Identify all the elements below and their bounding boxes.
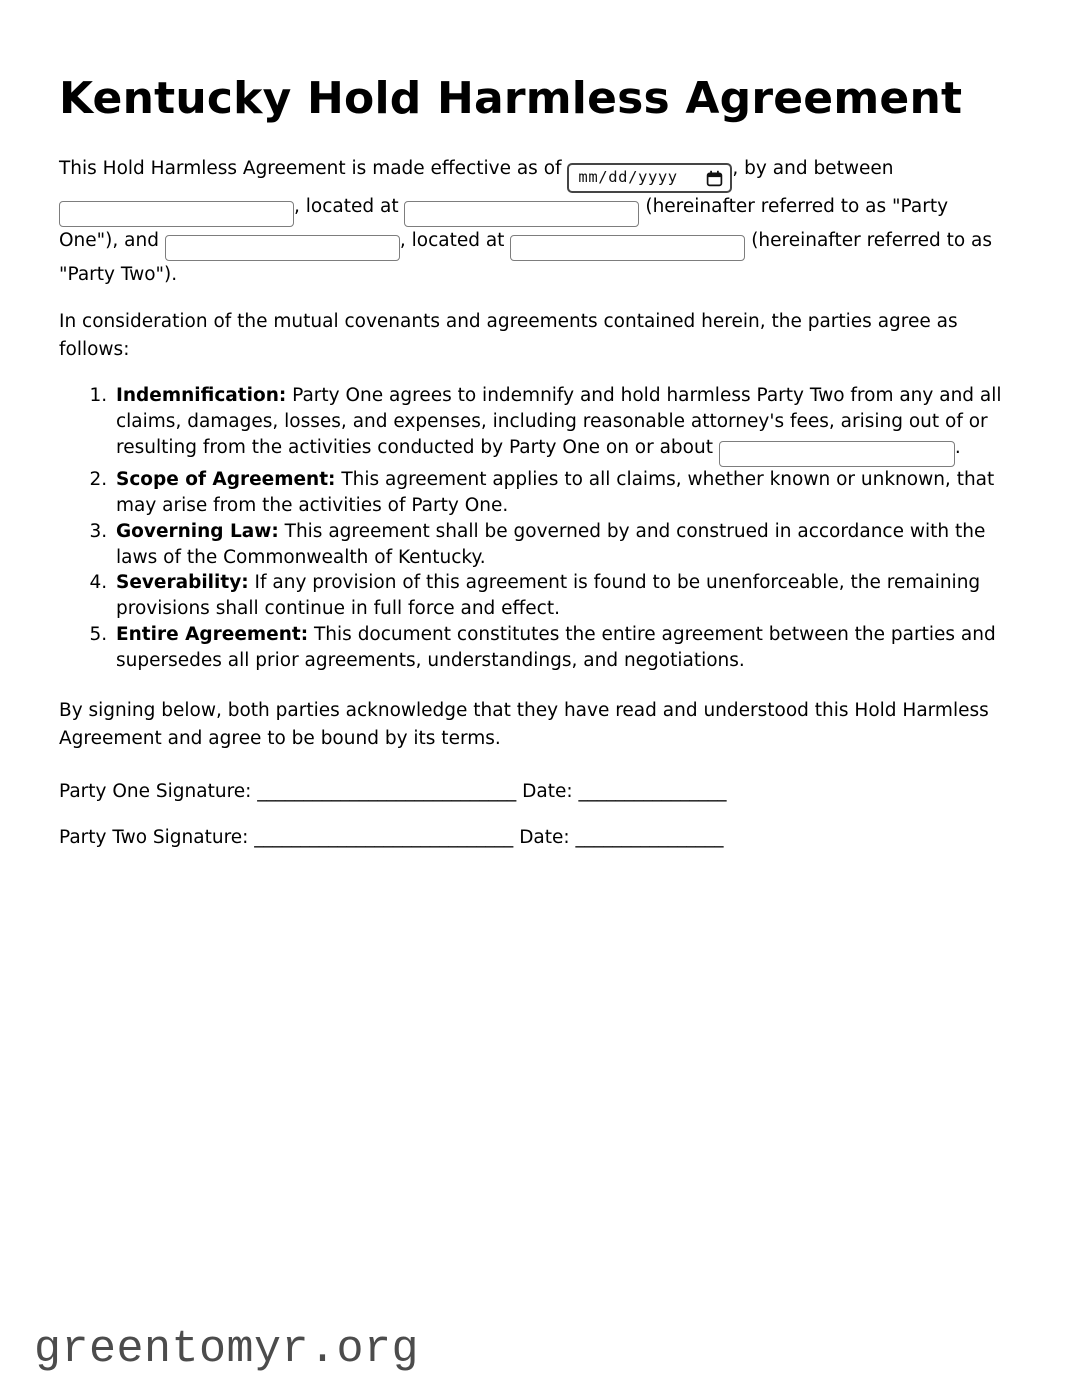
intro-text-1: This Hold Harmless Agreement is made effective as of (59, 158, 568, 180)
intro-text-4: (hereinafter referred to as "Party One"), and (59, 196, 949, 251)
clause-scope (113, 467, 1013, 519)
watermark: greentomyr.org (34, 1324, 420, 1375)
party-two-signature-row (59, 824, 1013, 852)
party-two-date-label: Date: (519, 827, 570, 849)
clause-text-after: . (954, 436, 961, 458)
effective-date-input[interactable] (567, 163, 732, 193)
party-one-signature-label: Party One Signature: (59, 781, 252, 803)
party-two-address-input[interactable] (510, 235, 745, 261)
party-one-name-input[interactable] (59, 201, 294, 227)
page-title: Kentucky Hold Harmless Agreement (59, 73, 963, 124)
clause-label: Entire Agreement: (116, 623, 309, 645)
clause-governing-law (113, 519, 1013, 571)
clause-text: This agreement shall be governed by and construed in accordance with the laws of the Commonwealth of Kentucky. (116, 520, 986, 568)
clause-text: If any provision of this agreement is found to be unenforceable, the remaining provisions shall continue in full force and effect. (116, 572, 981, 620)
clause-label: Scope of Agreement: (116, 469, 336, 491)
intro-text-3: , located at (294, 196, 405, 218)
clause-indemnification (113, 383, 1013, 467)
clause-text: This agreement applies to all claims, whether known or unknown, that may arise from the activities of Party One. (116, 469, 995, 516)
party-one-date-line: ________________ (578, 781, 727, 803)
clause-list (59, 383, 1013, 673)
intro-text-5: , located at (399, 229, 511, 251)
party-two-date-line: ________________ (575, 827, 724, 849)
party-two-signature-line: ____________________________ (254, 827, 514, 849)
intro-text-6: (hereinafter referred to as "Party Two"). (59, 229, 993, 285)
party-two-signature-label: Party Two Signature: (59, 827, 249, 849)
intro-paragraph (59, 155, 1013, 288)
party-one-signature-row (59, 778, 1013, 806)
clause-label: Governing Law: (116, 520, 279, 542)
clause-text: This document constitutes the entire agreement between the parties and supersedes all prior agreements, understandings, and negotiations. (116, 623, 996, 671)
closing-paragraph: By signing below, both parties acknowledge that they have read and understood this Hold Harmless Agreement and agree to be bound by its terms. (59, 700, 989, 749)
party-one-signature-line: ____________________________ (257, 781, 517, 803)
date-placeholder: mm/dd/yyyy (578, 168, 678, 187)
clause-entire-agreement (113, 622, 1013, 674)
party-one-date-label: Date: (522, 781, 573, 803)
party-two-name-input[interactable] (165, 235, 400, 261)
clause-label: Indemnification: (116, 385, 287, 407)
clause-severability (113, 570, 1013, 622)
consideration-paragraph: In consideration of the mutual covenants and agreements contained herein, the parties agree as follows: (59, 311, 958, 360)
activity-location-input[interactable] (719, 441, 955, 467)
calendar-icon[interactable] (706, 170, 723, 187)
clause-label: Severability: (116, 572, 249, 594)
clause-text: Party One agrees to indemnify and hold harmless Party Two from any and all claims, damages, losses, and expenses, including reasonable attorney's fees, arising out of or resulting from the activities conducted by Party One on or about (116, 385, 1002, 458)
intro-text-2: , by and between (732, 158, 894, 180)
party-one-address-input[interactable] (404, 201, 639, 227)
